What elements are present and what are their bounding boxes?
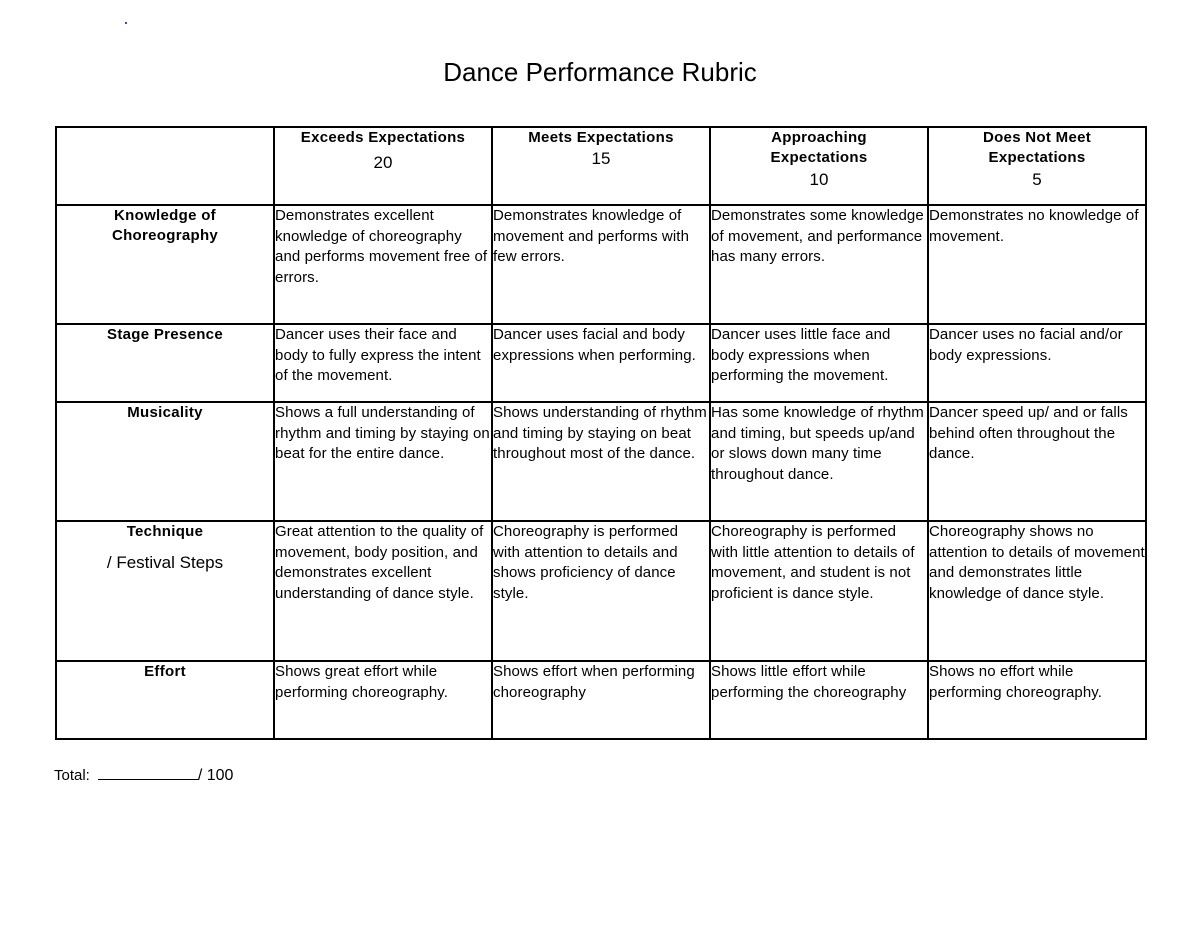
descriptor-cell: Demonstrates knowledge of movement and performs with few errors. — [492, 205, 710, 324]
criterion-cell — [56, 205, 274, 324]
descriptor-cell: Dancer speed up/ and or falls behind often throughout the dance. — [928, 402, 1146, 521]
descriptor-cell: Shows little effort while performing the choreography — [710, 661, 928, 739]
criterion-cell — [56, 661, 274, 739]
descriptor-cell: Dancer uses little face and body expressions when performing the movement. — [710, 324, 928, 402]
header-points: 20 — [373, 153, 393, 172]
header-points: 10 — [809, 170, 829, 189]
page-title: Dance Performance Rubric — [443, 57, 757, 87]
top-marker: . — [124, 11, 128, 27]
descriptor-cell: Shows understanding of rhythm and timing by staying on beat throughout most of the dance. — [492, 402, 710, 521]
criterion-label: Technique — [126, 523, 204, 540]
header-corner-cell — [56, 127, 274, 205]
criterion-cell — [56, 324, 274, 402]
header-meets — [492, 127, 710, 205]
descriptor-cell: Shows no effort while performing choreography. — [928, 661, 1146, 739]
criterion-label: Effort — [144, 663, 186, 680]
header-label: Approaching Expectations — [770, 129, 868, 166]
header-exceeds — [274, 127, 492, 205]
descriptor-cell: Shows great effort while performing choreography. — [274, 661, 492, 739]
criterion-cell — [56, 521, 274, 661]
descriptor-cell: Great attention to the quality of movement, body position, and demonstrates excellent understanding of dance style. — [274, 521, 492, 661]
descriptor-cell: Demonstrates some knowledge of movement, and performance has many errors. — [710, 205, 928, 324]
descriptor-cell: Demonstrates no knowledge of movement. — [928, 205, 1146, 324]
descriptor-cell: Choreography shows no attention to details of movement and demonstrates little knowledge of dance style. — [928, 521, 1146, 661]
criterion-subtitle: / Festival Steps — [106, 553, 224, 572]
table-row — [56, 205, 1146, 324]
header-label: Does Not Meet Expectations — [982, 129, 1092, 166]
descriptor-cell: Shows effort when performing choreography — [492, 661, 710, 739]
criterion-label: Knowledge of Choreography — [111, 207, 219, 244]
header-approaching — [710, 127, 928, 205]
descriptor-cell: Choreography is performed with attention to details and shows proficiency of dance style. — [492, 521, 710, 661]
descriptor-cell: Shows a full understanding of rhythm and timing by staying on beat for the entire dance. — [274, 402, 492, 521]
header-label: Meets Expectations — [528, 129, 674, 146]
header-does-not-meet — [928, 127, 1146, 205]
criterion-label: Stage Presence — [107, 326, 223, 343]
descriptor-cell: Choreography is performed with little attention to details of movement, and student is not proficient is dance style. — [710, 521, 928, 661]
table-row — [56, 521, 1146, 661]
header-points: 5 — [1032, 170, 1042, 189]
rubric-table — [55, 126, 1147, 740]
total-label: Total: — [54, 767, 90, 784]
table-row — [56, 324, 1146, 402]
descriptor-cell: Has some knowledge of rhythm and timing, but speeds up/and or slows down many time throughout dance. — [710, 402, 928, 521]
header-row — [56, 127, 1146, 205]
descriptor-cell: Dancer uses no facial and/or body expressions. — [928, 324, 1146, 402]
descriptor-cell: Dancer uses their face and body to fully express the intent of the movement. — [274, 324, 492, 402]
descriptor-cell: Demonstrates excellent knowledge of choreography and performs movement free of errors. — [274, 205, 492, 324]
total-score-blank[interactable] — [98, 767, 198, 780]
table-row — [56, 402, 1146, 521]
total-line — [54, 766, 233, 786]
header-points: 15 — [591, 149, 611, 168]
table-row — [56, 661, 1146, 739]
criterion-cell — [56, 402, 274, 521]
descriptor-cell: Dancer uses facial and body expressions when performing. — [492, 324, 710, 402]
criterion-label: Musicality — [127, 404, 203, 421]
total-max: / 100 — [197, 767, 234, 784]
header-label: Exceeds Expectations — [300, 129, 466, 146]
